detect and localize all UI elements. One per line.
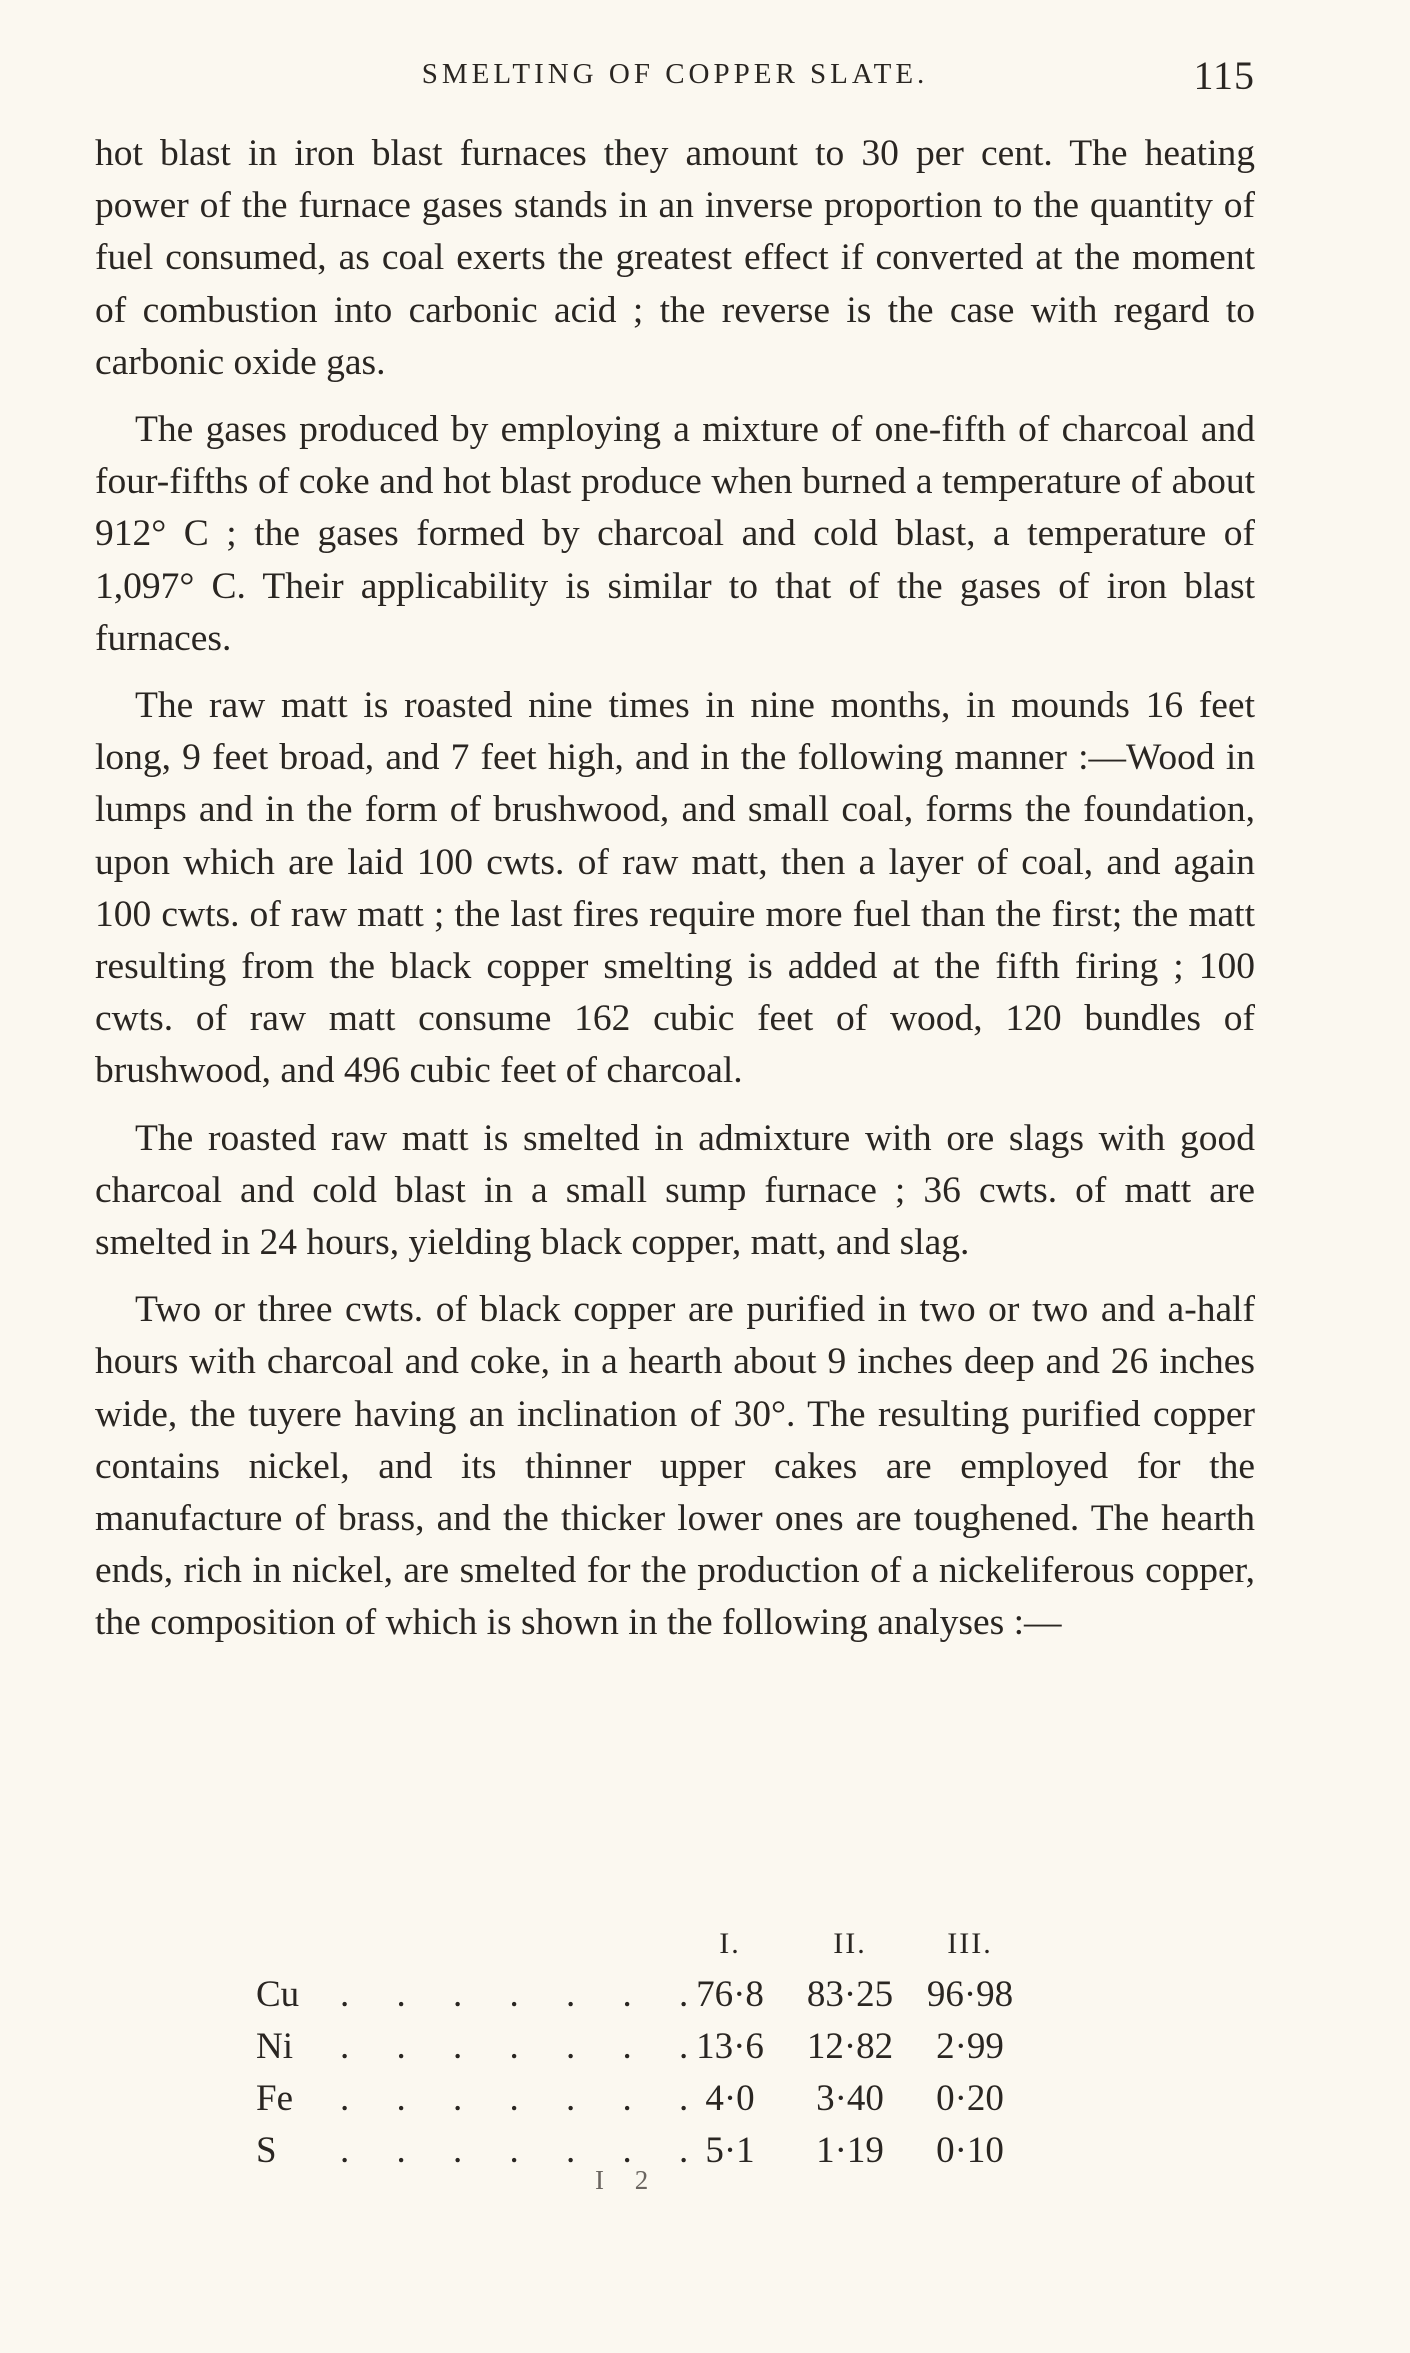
table-cell: 4·0 (705, 2078, 755, 2119)
paragraph: The gases produced by employing a mixture of one-fifth of charcoal and four-fifths of coke and hot blast produce when burned a temperature of about 912° C ; the gases formed by charcoal and cold blast, a temperature of 1,097° C. Their applicability is similar to that of the gases of iron blast furnaces. (95, 409, 1255, 659)
leader-dots: . . . . . . . (340, 2026, 708, 2067)
table-cell: 2·99 (936, 2026, 1004, 2067)
body-text (95, 128, 1255, 1650)
table-row-cu (240, 1973, 1090, 2025)
table-cell: 5·1 (705, 2130, 755, 2171)
table-cell: 96·98 (926, 1974, 1014, 2015)
table-row-s (240, 2129, 1090, 2181)
element-symbol: Ni (256, 2026, 293, 2067)
table-cell: 13·6 (696, 2026, 764, 2067)
element-symbol: Cu (256, 1974, 300, 2015)
element-symbol: S (256, 2130, 277, 2171)
leader-dots: . . . . . . . (340, 2078, 708, 2119)
table-cell: 83·25 (806, 1974, 894, 2015)
table-cell: 76·8 (696, 1974, 764, 2015)
running-head (95, 52, 1255, 102)
table-cell: 3·40 (816, 2078, 884, 2119)
table-row-ni (240, 2025, 1090, 2077)
paragraph-continued: hot blast in iron blast furnaces they amount to 30 per cent. The heating power of the furnace gases stands in an inverse proportion to the quantity of fuel consumed, as coal exerts the greatest effect if converted at the moment of combustion into carbonic acid ; the reverse is the case with regard to carbonic oxide gas. (95, 133, 1255, 383)
table-cell: 0·20 (936, 2078, 1004, 2119)
analysis-table (240, 1927, 1090, 2181)
paragraph: The roasted raw matt is smelted in admixture with ore slags with good charcoal and cold blast in a small sump furnace ; 36 cwts. of matt are smelted in 24 hours, yielding black copper, matt, and slag. (95, 1117, 1255, 1264)
table-row-fe (240, 2077, 1090, 2129)
paragraph: Two or three cwts. of black copper are purified in two or two and a-half hours with charcoal and coke, in a hearth about 9 inches deep and 26 inches wide, the tuyere having an inclination of 30°. The resulting purified copper contains nickel, and its thinner upper cakes are employed for the manufacture of brass, and the thicker lower ones are toughened. The hearth ends, rich in nickel, are smelted for the production of a nickeliferous copper, the composition of which is shown in the following analyses :— (95, 1289, 1255, 1644)
table-cell: 0·10 (936, 2130, 1004, 2171)
table-cell: 1·19 (816, 2130, 884, 2171)
signature-mark: I 2 (595, 2165, 661, 2195)
column-header-ii: II. (833, 1927, 867, 1960)
leader-dots: . . . . . . . (340, 1974, 708, 2015)
running-title: SMELTING OF COPPER SLATE. (421, 58, 929, 90)
page-number: 115 (1193, 53, 1255, 98)
paragraph: The raw matt is roasted nine times in nine months, in mounds 16 feet long, 9 feet broad, and 7 feet high, and in the following manner :—Wood in lumps and in the form of brushwood, and small coal, forms the foundation, upon which are laid 100 cwts. of raw matt, then a layer of coal, and again 100 cwts. of raw matt ; the last fires require more fuel than the first; the matt resulting from the black copper smelting is added at the fifth firing ; 100 cwts. of raw matt consume 162 cubic feet of wood, 120 bundles of brushwood, and 496 cubic feet of charcoal. (95, 685, 1255, 1092)
leader-dots: . . . . . . . (340, 2130, 708, 2171)
element-symbol: Fe (256, 2078, 293, 2119)
column-header-iii: III. (947, 1927, 993, 1960)
table-header (240, 1927, 1090, 1973)
column-header-i: I. (719, 1927, 741, 1960)
table-cell: 12·82 (806, 2026, 894, 2067)
